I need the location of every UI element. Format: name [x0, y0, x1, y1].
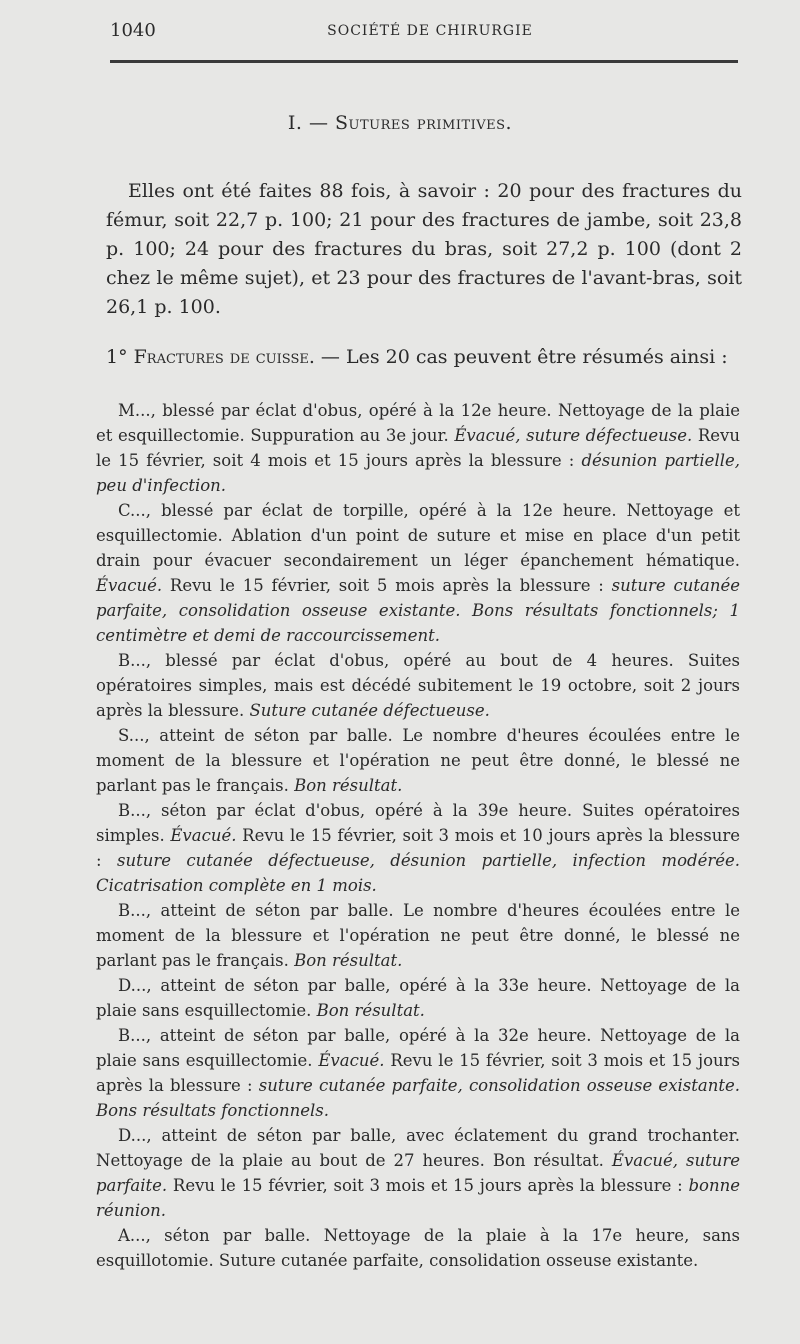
case-paragraph: [96, 723, 740, 798]
case-italic: Évacué.: [170, 826, 237, 845]
case-italic: Évacué, suture parfaite.: [96, 1151, 740, 1195]
case-text: Revu le 15 février, soit 3 mois et 15 jours après la blessure :: [167, 1176, 689, 1195]
case-text: S..., atteint de séton par balle. Le nombre d'heures écoulées entre le moment de la blessure et l'opération ne peut être donné, le blessé ne parlant pas le français.: [96, 726, 740, 795]
case-text: B..., blessé par éclat d'obus, opéré au bout de 4 heures. Suites opératoires simples, mais est décédé subitement le 19 octobre, soit 2 jours après la blessure.: [96, 651, 740, 720]
case-paragraph: [96, 973, 740, 1023]
header-rule: [110, 60, 738, 63]
case-paragraph: [96, 798, 740, 898]
case-text: B..., atteint de séton par balle. Le nombre d'heures écoulées entre le moment de la blessure et l'opération ne peut être donné, le blessé ne parlant pas le français.: [96, 901, 740, 970]
case-text: D..., atteint de séton par balle, opéré à la 33e heure. Nettoyage de la plaie sans esquillectomie.: [96, 976, 740, 1020]
page-number: 1040: [110, 20, 156, 41]
case-paragraph: [96, 898, 740, 973]
case-text: M..., blessé par éclat d'obus, opéré à la 12e heure. Nettoyage de la plaie et esquillectomie. Suppuration au 3e jour.: [96, 401, 740, 445]
case-text: Revu le 15 février, soit 4 mois et 15 jours après la blessure :: [96, 426, 741, 470]
case-italic: bonne réunion.: [96, 1176, 740, 1220]
case-italic: Bon résultat.: [294, 776, 403, 795]
case-list: [96, 398, 740, 1273]
case-italic: suture cutanée défectueuse, désunion partielle, infection modérée. Cicatrisation complète en 1 mois.: [96, 851, 740, 895]
case-italic: Suture cutanée défectueuse.: [249, 701, 490, 720]
subsection-text: — Les 20 cas peuvent être résumés ainsi :: [314, 346, 728, 368]
case-italic: désunion partielle, peu d'infection.: [96, 451, 741, 495]
subsection-heading: 1° Fractures de cuisse.: [106, 346, 315, 368]
case-text: B..., atteint de séton par balle, opéré à la 32e heure. Nettoyage de la plaie sans esquillectomie.: [96, 1026, 740, 1070]
case-paragraph: [96, 498, 740, 648]
case-italic: suture cutanée parfaite, consolidation osseuse existante. Bons résultats fonctionnels.: [96, 1076, 740, 1120]
section-title: [0, 112, 800, 134]
case-text: A..., séton par balle. Nettoyage de la plaie à la 17e heure, sans esquillotomie. Suture cutanée parfaite, consolidation osseuse existante.: [96, 1226, 740, 1270]
page-header: [110, 20, 750, 44]
case-italic: Bon résultat.: [316, 1001, 425, 1020]
running-head: SOCIÉTÉ DE CHIRURGIE: [327, 23, 533, 39]
case-italic: Bon résultat.: [294, 951, 403, 970]
case-text: D..., atteint de séton par balle, avec éclatement du grand trochanter. Nettoyage de la plaie au bout de 27 heures. Bon résultat.: [96, 1126, 740, 1170]
case-paragraph: [96, 1123, 740, 1223]
case-paragraph: [96, 1023, 740, 1123]
case-italic: Évacué.: [318, 1051, 385, 1070]
case-text: Revu le 15 février, soit 3 mois et 10 jours après la blessure :: [96, 826, 740, 870]
case-text: Revu le 15 février, soit 3 mois et 15 jours après la blessure :: [96, 1051, 741, 1095]
case-paragraph: [96, 648, 740, 723]
case-text: B..., séton par éclat d'obus, opéré à la 39e heure. Suites opératoires simples.: [96, 801, 740, 845]
case-text: C..., blessé par éclat de torpille, opéré à la 12e heure. Nettoyage et esquillectomie. Ablation d'un point de suture et mise en place d'un petit drain pour évacuer secondairement un léger épanchement hématique.: [96, 501, 740, 570]
case-italic: Évacué, suture défectueuse.: [454, 426, 693, 445]
case-text: Revu le 15 février, soit 5 mois après la blessure :: [162, 576, 612, 595]
case-paragraph: [96, 398, 740, 498]
case-paragraph: [96, 1223, 740, 1273]
case-italic: suture cutanée parfaite, consolidation osseuse existante. Bons résultats fonctionnels; 1 centimètre et demi de raccourcissement.: [96, 576, 740, 645]
section-title-text: Sutures primitives.: [335, 112, 513, 134]
intro-paragraph: Elles ont été faites 88 fois, à savoir : 20 pour des fractures du fémur, soit 22,7 p. 100; 21 pour des fractures de jambe, soit 23,8 p. 100; 24 pour des fractures du bras, soit 27,2 p. 100 (dont 2 chez le même sujet), et 23 pour des fractures de l'avant-bras, soit 26,1 p. 100.: [106, 180, 742, 318]
subsection-paragraph: [106, 343, 742, 372]
section-number: I. —: [287, 112, 329, 134]
case-italic: Évacué.: [96, 576, 163, 595]
